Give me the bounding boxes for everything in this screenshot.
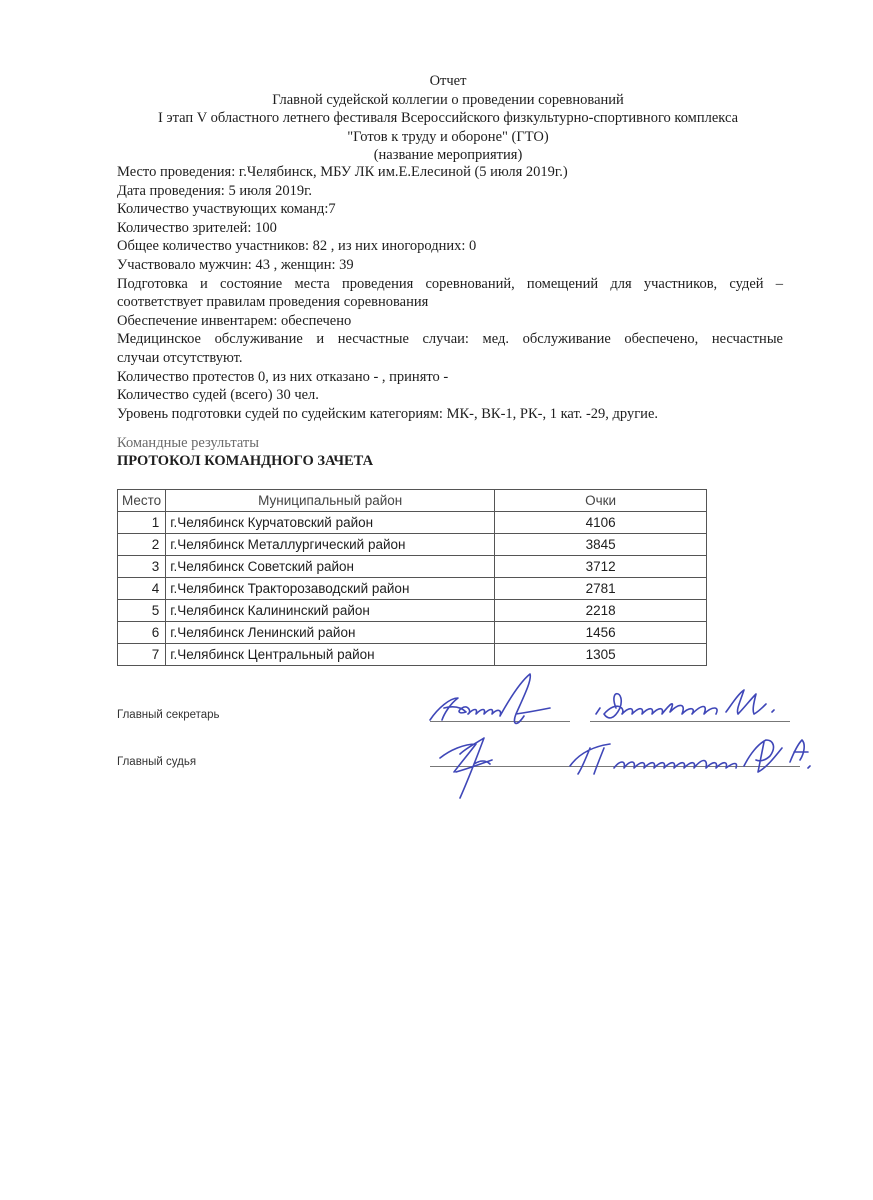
judge-levels-line: Уровень подготовки судей по судейским категориям: МК-, ВК-1, РК-, 1 кат. -29, другие. (117, 405, 659, 422)
points-cell: 2218 (495, 600, 707, 622)
section-label: Командные результаты (117, 435, 259, 451)
secretary-label: Главный секретарь (117, 709, 220, 721)
participants-line: Общее количество участников: 82 , из них иногородних: 0 (117, 238, 477, 255)
equipment-line: Обеспечение инвентарем: обеспечено (117, 312, 352, 329)
place-cell: 1 (118, 512, 166, 534)
event-info (117, 163, 783, 423)
event-name-caption: (название мероприятия) (373, 147, 523, 163)
secretary-name-scribble (596, 690, 774, 718)
column-header-place: Место (118, 490, 166, 512)
results-table (117, 489, 707, 666)
preparation-line-1: Подготовка и состояние места проведения соревнований, помещений для участников, судей – (117, 275, 783, 292)
points-cell: 3845 (495, 534, 707, 556)
judge-name-scribble (570, 740, 810, 774)
table-row (118, 578, 707, 600)
place-cell: 2 (118, 534, 166, 556)
district-cell: г.Челябинск Калининский район (166, 600, 495, 622)
district-cell: г.Челябинск Советский район (166, 556, 495, 578)
protests-line: Количество протестов 0, из них отказано - , принято - (117, 368, 449, 385)
table-row (118, 534, 707, 556)
preparation-line-2: соответствует правилам проведения соревнования (117, 294, 429, 311)
table-row (118, 644, 707, 666)
column-header-points: Очки (495, 490, 707, 512)
venue-line: Место проведения: г.Челябинск, МБУ ЛК им.Е.Елесиной (5 июля 2019г.) (117, 164, 568, 180)
event-name-line2: "Готов к труду и обороне" (ГТО) (347, 128, 549, 145)
date-line: Дата проведения: 5 июля 2019г. (117, 182, 313, 199)
judge-label: Главный судья (117, 756, 197, 768)
place-cell: 3 (118, 556, 166, 578)
report-subtitle: Главной судейской коллегии о проведении соревнований (272, 91, 624, 108)
place-cell: 4 (118, 578, 166, 600)
spectators-line: Количество зрителей: 100 (117, 219, 277, 236)
event-name-line1: I этап V областного летнего фестиваля Всероссийского физкультурно-спортивного комплекса (157, 110, 739, 126)
points-cell: 3712 (495, 556, 707, 578)
district-cell: г.Челябинск Металлургический район (166, 534, 495, 556)
judge-signature-scribble (440, 738, 492, 798)
table-row (118, 622, 707, 644)
protocol-title: ПРОТОКОЛ КОМАНДНОГО ЗАЧЕТА (117, 453, 374, 469)
gender-line: Участвовало мужчин: 43 , женщин: 39 (117, 256, 354, 273)
district-cell: г.Челябинск Центральный район (166, 644, 495, 666)
place-cell: 5 (118, 600, 166, 622)
points-cell: 1305 (495, 644, 707, 666)
points-cell: 4106 (495, 512, 707, 534)
medical-line-2: случаи отсутствуют. (117, 349, 243, 366)
points-cell: 2781 (495, 578, 707, 600)
place-cell: 7 (118, 644, 166, 666)
table-header-row (118, 490, 707, 512)
table-row (118, 600, 707, 622)
points-cell: 1456 (495, 622, 707, 644)
table-row (118, 512, 707, 534)
district-cell: г.Челябинск Ленинский район (166, 622, 495, 644)
medical-line-1: Медицинское обслуживание и несчастные случаи: мед. обслуживание обеспечено, несчастные (117, 331, 783, 348)
handwritten-signatures (420, 668, 820, 818)
place-cell: 6 (118, 622, 166, 644)
judges-count-line: Количество судей (всего) 30 чел. (117, 387, 319, 404)
table-row (118, 556, 707, 578)
report-title: Отчет (429, 73, 467, 89)
district-cell: г.Челябинск Курчатовский район (166, 512, 495, 534)
district-cell: г.Челябинск Тракторозаводский район (166, 578, 495, 600)
teams-count-line: Количество участвующих команд:7 (117, 201, 336, 218)
secretary-signature-scribble (430, 674, 550, 723)
column-header-district: Муниципальный район (166, 490, 495, 512)
report-heading (0, 72, 873, 165)
